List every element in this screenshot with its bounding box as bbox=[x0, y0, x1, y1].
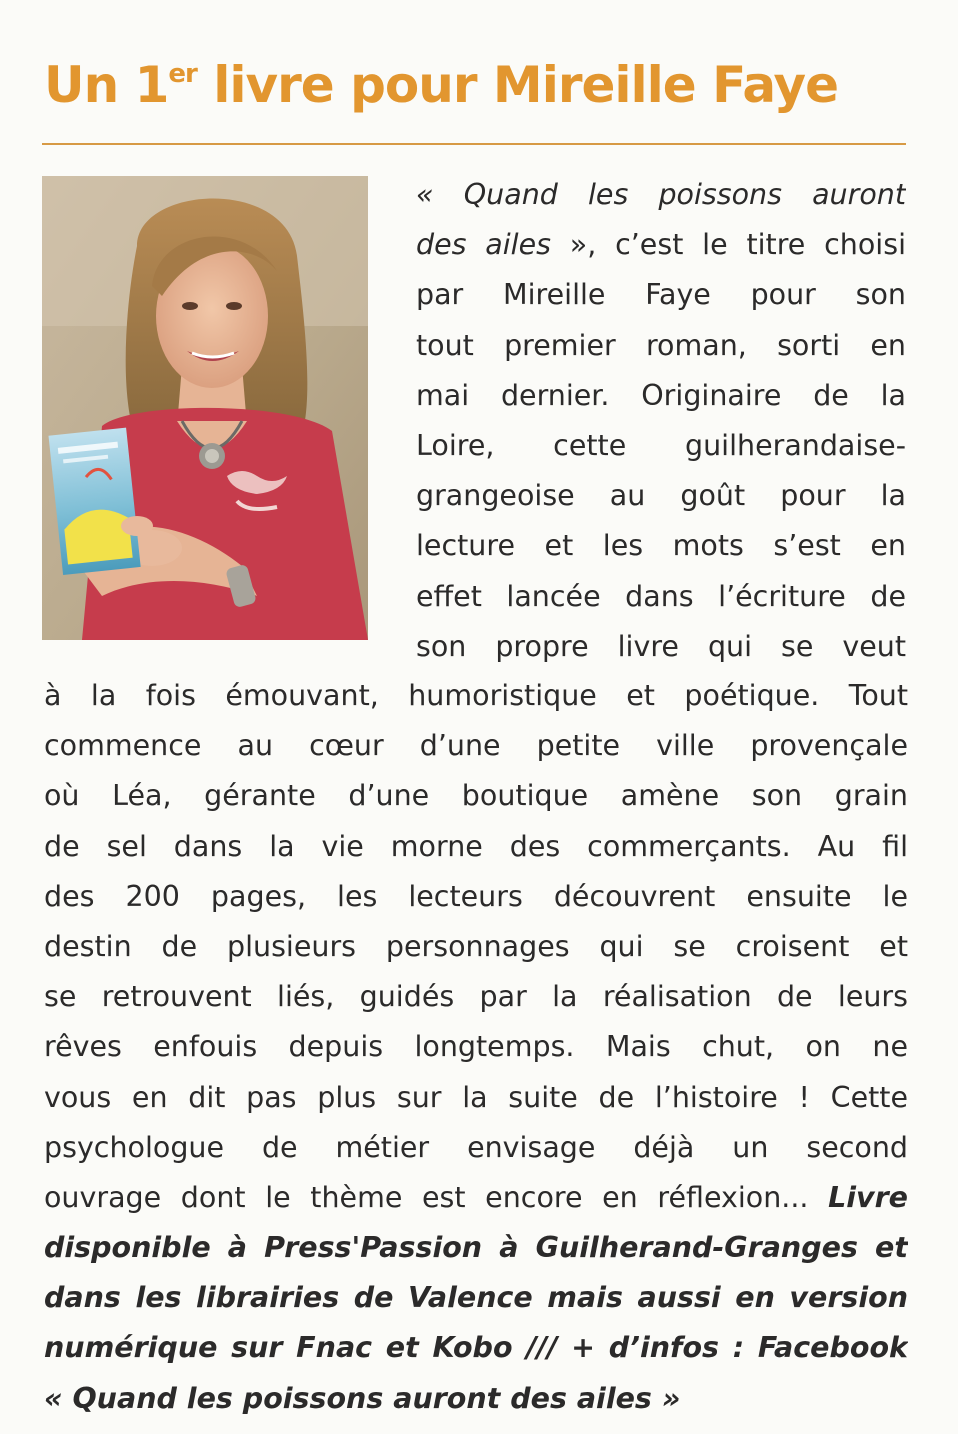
body-line: à la fois émouvant, humoristique et poétique. Tout bbox=[44, 679, 908, 712]
intro-line: par Mireille Faye pour son bbox=[416, 278, 906, 312]
body-line: où Léa, gérante d’une boutique amène son grain bbox=[44, 779, 908, 813]
body-line-mixed: ouvrage dont le thème est encore en réflexion... Livre bbox=[44, 1180, 908, 1214]
availability-line: disponible à Press'Passion à Guilherand-Granges et bbox=[44, 1231, 908, 1265]
article-title: Un 1er livre pour Mireille Faye bbox=[44, 56, 839, 114]
body-line: de sel dans la vie morne des commerçants. Au fil bbox=[44, 829, 908, 863]
body-line: vous en dit pas plus sur la suite de l’histoire ! Cette bbox=[44, 1080, 908, 1114]
intro-line: son propre livre qui se veut bbox=[416, 629, 906, 663]
intro-line: effet lancée dans l’écriture de bbox=[416, 579, 906, 613]
body-paragraph bbox=[44, 671, 908, 1424]
facebook-page-name: « Quand les poissons auront des ailes » bbox=[44, 1381, 681, 1415]
body-line: se retrouvent liés, guidés par la réalisation de leurs bbox=[44, 980, 908, 1014]
intro-line: lecture et les mots s’est en bbox=[416, 529, 906, 563]
body-line: psychologue de métier envisage déjà un second bbox=[44, 1130, 908, 1164]
intro-line-1: « Quand les poissons auront bbox=[416, 178, 906, 211]
availability-line: numérique sur Fnac et Kobo /// + d’infos : Facebook bbox=[44, 1331, 908, 1365]
intro-line: tout premier roman, sorti en bbox=[416, 328, 906, 362]
intro-line: Loire, cette guilherandaise- bbox=[416, 428, 906, 462]
intro-line: grangeoise au goût pour la bbox=[416, 479, 906, 513]
title-superscript: er bbox=[168, 59, 197, 89]
title-divider bbox=[42, 143, 906, 145]
intro-paragraph bbox=[416, 170, 906, 672]
body-line: rêves enfouis depuis longtemps. Mais chut, on ne bbox=[44, 1030, 908, 1064]
availability-line: dans les librairies de Valence mais aussi en version bbox=[44, 1281, 908, 1315]
intro-line-2: des ailes », c’est le titre choisi bbox=[416, 228, 906, 262]
author-photo bbox=[42, 176, 368, 640]
intro-line: mai dernier. Originaire de la bbox=[416, 378, 906, 412]
body-line: commence au cœur d’une petite ville provençale bbox=[44, 729, 908, 763]
body-line: des 200 pages, les lecteurs découvrent ensuite le bbox=[44, 879, 908, 913]
body-line: destin de plusieurs personnages qui se croisent et bbox=[44, 929, 908, 963]
